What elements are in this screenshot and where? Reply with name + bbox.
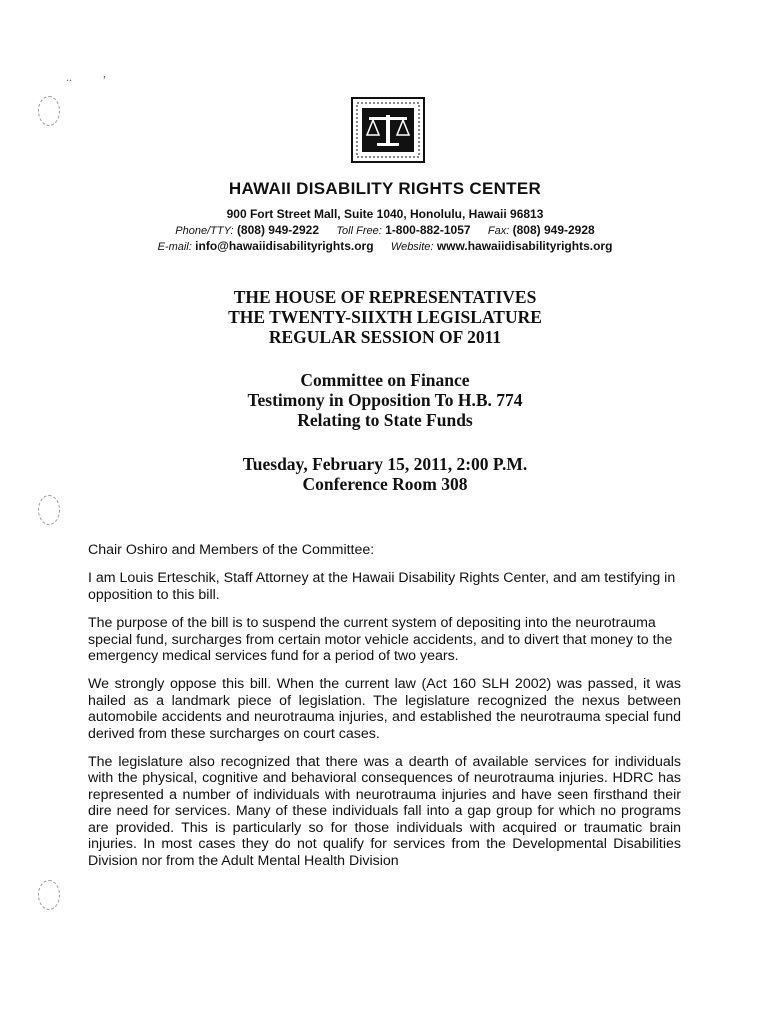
hearing-room: Conference Room 308 xyxy=(302,474,468,494)
tollfree-number: 1-800-882-1057 xyxy=(385,223,471,237)
salutation: Chair Oshiro and Members of the Committee: xyxy=(88,542,375,558)
body-paragraph: The purpose of the bill is to suspend the current system of depositing into the neurotrauma special fund, surcharges from certain motor vehicle accidents, and to divert that money to the emergency medical services fund for a period of two years. xyxy=(88,615,673,665)
phone-number: (808) 949-2922 xyxy=(236,223,319,237)
testimony-body xyxy=(88,542,681,881)
scales-of-justice-logo-icon xyxy=(351,97,425,163)
bill-subject: Relating to State Funds xyxy=(297,410,473,430)
body-paragraph: The legislature also recognized that there was a dearth of available services for individuals with the physical, cognitive and behavioral consequences of neurotrauma injuries. HDRC has represented a number of individuals with neurotrauma injuries and have seen firsthand their dire need for services. Many of these individuals fall into a gap group for which no programs are provided. This is particularly so for those individuals with acquired or traumatic brain injuries. In most cases they do not qualify for services from the Developmental Disabilities Division nor from the Adult Mental Health Division xyxy=(88,754,681,869)
email-address: info@hawaiidisabilityrights.org xyxy=(195,239,374,253)
legislature-heading xyxy=(0,287,770,347)
heading-line: REGULAR SESSION OF 2011 xyxy=(268,327,502,347)
committee-heading xyxy=(0,370,770,430)
tollfree-label: Toll Free: xyxy=(336,225,382,237)
heading-line: THE HOUSE OF REPRESENTATIVES xyxy=(233,287,537,307)
testimony-title: Testimony in Opposition To H.B. 774 xyxy=(247,390,523,410)
heading-line: THE TWENTY-SIIXTH LEGISLATURE xyxy=(228,307,542,327)
fax-number: (808) 949-2928 xyxy=(512,223,595,237)
email-label: E-mail: xyxy=(157,241,192,253)
committee-name: Committee on Finance xyxy=(300,370,470,390)
hearing-heading xyxy=(0,454,770,494)
scan-speck: .. xyxy=(66,70,72,84)
contact-web-line xyxy=(0,239,770,253)
contact-phone-line xyxy=(0,223,770,237)
organization-name: HAWAII DISABILITY RIGHTS CENTER xyxy=(228,179,542,198)
phone-label: Phone/TTY: xyxy=(175,225,234,237)
scan-speck: , xyxy=(103,66,106,80)
punch-hole-top xyxy=(38,96,60,126)
body-paragraph: We strongly oppose this bill. When the current law (Act 160 SLH 2002) was passed, it was hailed as a landmark piece of legislation. The legislature recognized the nexus between automobile accidents and neurotrauma injuries, and established the neurotrauma special fund derived from these surcharges on court cases. xyxy=(88,676,681,742)
fax-label: Fax: xyxy=(487,225,510,237)
website-url: www.hawaiidisabilityrights.org xyxy=(436,239,613,253)
website-label: Website: xyxy=(390,241,434,253)
punch-hole-middle xyxy=(38,495,60,525)
organization-address: 900 Fort Street Mall, Suite 1040, Honolulu, Hawaii 96813 xyxy=(226,207,544,221)
hearing-datetime: Tuesday, February 15, 2011, 2:00 P.M. xyxy=(242,454,528,474)
punch-hole-bottom xyxy=(38,880,60,910)
body-paragraph: I am Louis Erteschik, Staff Attorney at the Hawaii Disability Rights Center, and am testifying in opposition to this bill. xyxy=(88,570,676,603)
